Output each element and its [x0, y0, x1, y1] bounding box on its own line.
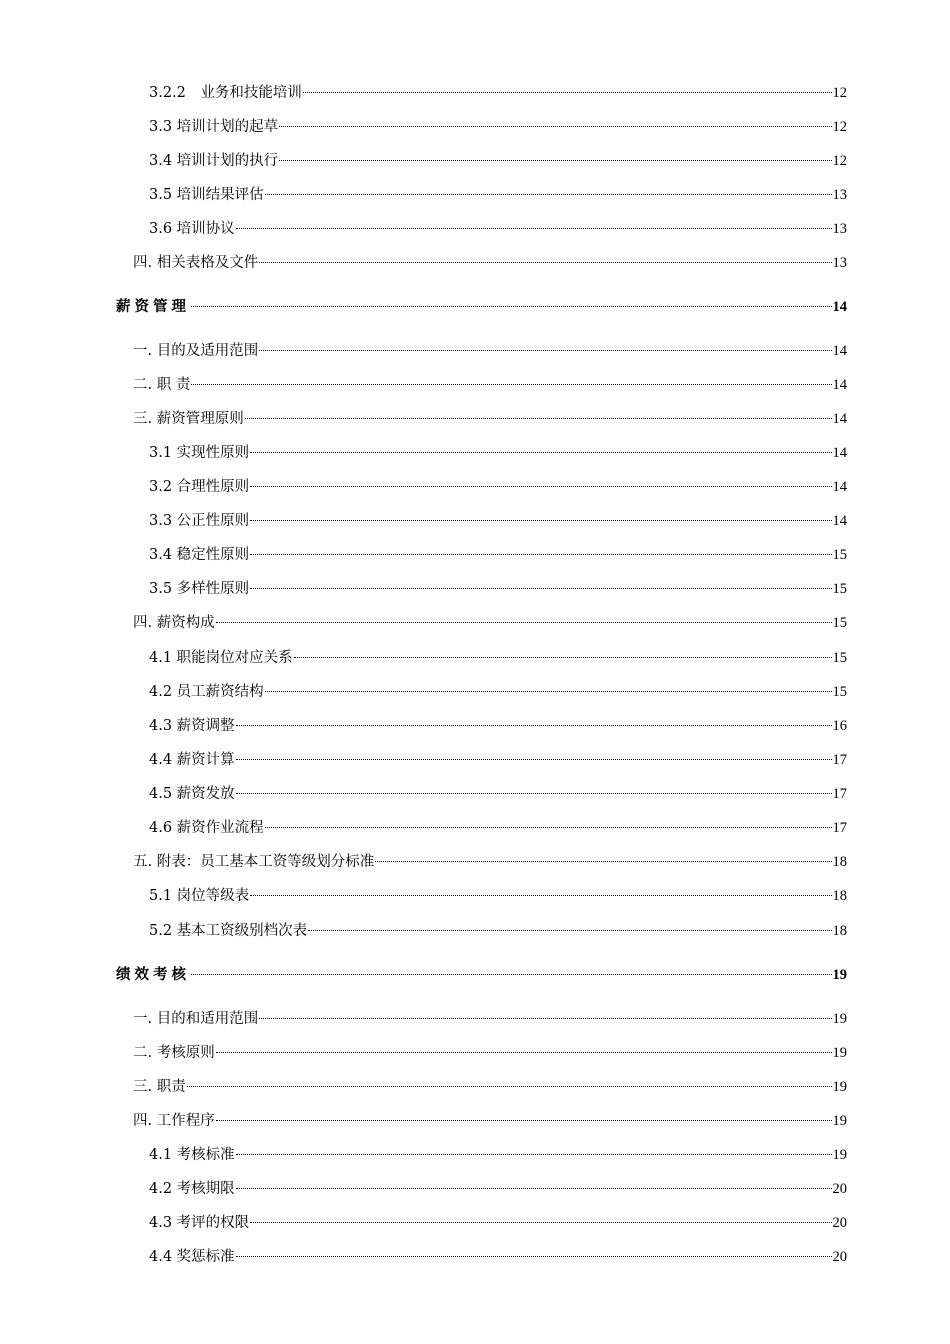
- toc-entry-page-number: 14: [832, 513, 847, 529]
- toc-dot-leader: [236, 725, 832, 726]
- toc-dot-leader: [236, 1188, 832, 1189]
- toc-entry-label: 三. 薪资管理原则: [133, 411, 244, 427]
- toc-entry-page-number: 16: [832, 718, 847, 734]
- toc-dot-leader: [259, 350, 831, 351]
- toc-entry-page-number: 13: [832, 187, 847, 203]
- toc-entry-page-number: 15: [832, 684, 847, 700]
- toc-dot-leader: [250, 588, 831, 589]
- toc-entry-page-number: 13: [832, 221, 847, 237]
- toc-entry-page-number: 20: [832, 1215, 847, 1231]
- toc-entry[interactable]: [149, 784, 847, 804]
- toc-entry-label: 3.2 合理性原则: [149, 479, 250, 495]
- toc-dot-leader: [245, 418, 832, 419]
- toc-entry-label: 3.1 实现性原则: [149, 445, 250, 461]
- toc-dot-leader: [250, 520, 831, 521]
- toc-entry-page-number: 17: [832, 786, 847, 802]
- toc-entry[interactable]: [149, 545, 847, 565]
- toc-dot-leader: [191, 974, 832, 975]
- toc-dot-leader: [236, 1256, 832, 1257]
- toc-entry-page-number: 14: [832, 411, 847, 427]
- toc-entry-label: 四. 薪资构成: [133, 615, 215, 631]
- toc-entry[interactable]: [149, 921, 847, 941]
- toc-entry[interactable]: [133, 341, 847, 361]
- toc-entry-label: 5.1 岗位等级表: [149, 888, 250, 904]
- toc-dot-leader: [279, 126, 831, 127]
- toc-entry-label: 四. 工作程序: [133, 1113, 215, 1129]
- toc-entry-page-number: 12: [832, 85, 847, 101]
- toc-dot-leader: [236, 793, 832, 794]
- toc-dot-leader: [308, 930, 831, 931]
- toc-entry-page-number: 19: [832, 967, 847, 983]
- toc-entry-label: 薪资管理: [116, 298, 190, 315]
- toc-dot-leader: [259, 1018, 831, 1019]
- toc-entry-label: 3.5 培训结果评估: [149, 187, 264, 203]
- toc-entry-page-number: 15: [832, 615, 847, 631]
- toc-dot-leader: [279, 160, 831, 161]
- toc-dot-leader: [250, 895, 831, 896]
- toc-entry[interactable]: [149, 818, 847, 838]
- toc-entry-label: 4.3 薪资调整: [149, 718, 235, 734]
- toc-chapter-entry[interactable]: [116, 297, 847, 317]
- toc-dot-leader: [250, 554, 831, 555]
- toc-entry-label: 三. 职责: [133, 1079, 186, 1095]
- toc-entry-page-number: 15: [832, 581, 847, 597]
- toc-entry-page-number: 20: [832, 1249, 847, 1265]
- toc-dot-leader: [191, 306, 832, 307]
- toc-entry[interactable]: [149, 477, 847, 497]
- toc-entry-page-number: 17: [832, 820, 847, 836]
- toc-entry[interactable]: [133, 1043, 847, 1063]
- toc-dot-leader: [216, 1052, 832, 1053]
- toc-entry-label: 3.5 多样性原则: [149, 581, 250, 597]
- toc-entry-page-number: 12: [832, 119, 847, 135]
- toc-entry[interactable]: [149, 83, 847, 103]
- toc-entry-label: 3.3 公正性原则: [149, 513, 250, 529]
- toc-entry-label: 3.3 培训计划的起草: [149, 119, 279, 135]
- toc-entry-page-number: 17: [832, 752, 847, 768]
- toc-entry[interactable]: [149, 185, 847, 205]
- toc-entry-label: 4.4 奖惩标准: [149, 1249, 235, 1265]
- toc-entry-page-number: 15: [832, 650, 847, 666]
- toc-entry-page-number: 18: [832, 854, 847, 870]
- toc-entry[interactable]: [149, 648, 847, 668]
- toc-entry-label: 5.2 基本工资级别档次表: [149, 923, 308, 939]
- toc-entry-label: 3.2.2 业务和技能培训: [149, 85, 302, 101]
- toc-entry-page-number: 13: [832, 255, 847, 271]
- toc-dot-leader: [250, 1222, 831, 1223]
- toc-entry[interactable]: [149, 1145, 847, 1165]
- toc-dot-leader: [236, 228, 832, 229]
- toc-entry-page-number: 19: [832, 1147, 847, 1163]
- toc-entry-page-number: 14: [832, 377, 847, 393]
- toc-entry[interactable]: [149, 579, 847, 599]
- toc-dot-leader: [236, 1154, 832, 1155]
- toc-entry-label: 一. 目的及适用范围: [133, 343, 259, 359]
- toc-entry-label: 4.1 职能岗位对应关系: [149, 650, 293, 666]
- toc-entry-label: 4.4 薪资计算: [149, 752, 235, 768]
- toc-entry[interactable]: [149, 219, 847, 239]
- toc-entry[interactable]: [133, 409, 847, 429]
- toc-entry-label: 二. 考核原则: [133, 1045, 215, 1061]
- toc-entry-page-number: 19: [832, 1079, 847, 1095]
- toc-entry[interactable]: [149, 443, 847, 463]
- toc-entry[interactable]: [149, 151, 847, 171]
- toc-entry-label: 3.6 培训协议: [149, 221, 235, 237]
- toc-entry-label: 五. 附表：员工基本工资等级划分标准: [133, 854, 375, 870]
- toc-entry-label: 绩效考核: [116, 966, 190, 983]
- toc-dot-leader: [375, 861, 831, 862]
- toc-dot-leader: [265, 691, 832, 692]
- toc-dot-leader: [187, 1086, 832, 1087]
- toc-entry[interactable]: [133, 1077, 847, 1097]
- toc-entry-page-number: 14: [832, 479, 847, 495]
- toc-dot-leader: [216, 622, 832, 623]
- toc-dot-leader: [191, 384, 831, 385]
- toc-dot-leader: [265, 827, 832, 828]
- toc-entry-label: 3.4 稳定性原则: [149, 547, 250, 563]
- toc-entry[interactable]: [149, 1179, 847, 1199]
- toc-dot-leader: [250, 486, 831, 487]
- toc-entry[interactable]: [133, 852, 847, 872]
- toc-entry-page-number: 18: [832, 923, 847, 939]
- toc-entry-page-number: 19: [832, 1113, 847, 1129]
- toc-entry[interactable]: [149, 716, 847, 736]
- toc-entry-page-number: 19: [832, 1011, 847, 1027]
- toc-entry-label: 四. 相关表格及文件: [133, 255, 259, 271]
- toc-dot-leader: [265, 194, 832, 195]
- toc-entry[interactable]: [149, 682, 847, 702]
- toc-dot-leader: [294, 657, 832, 658]
- toc-entry-label: 3.4 培训计划的执行: [149, 153, 279, 169]
- toc-entry[interactable]: [149, 750, 847, 770]
- toc-dot-leader: [250, 452, 831, 453]
- toc-entry[interactable]: [133, 253, 847, 273]
- toc-entry[interactable]: [133, 613, 847, 633]
- toc-entry[interactable]: [149, 117, 847, 137]
- toc-entry[interactable]: [133, 375, 847, 395]
- toc-entry-label: 4.2 考核期限: [149, 1181, 235, 1197]
- toc-entry-page-number: 14: [832, 299, 847, 315]
- toc-entry[interactable]: [133, 1111, 847, 1131]
- toc-entry-label: 4.5 薪资发放: [149, 786, 235, 802]
- toc-entry-page-number: 20: [832, 1181, 847, 1197]
- toc-entry[interactable]: [149, 1247, 847, 1267]
- toc-dot-leader: [303, 92, 832, 93]
- toc-dot-leader: [236, 759, 832, 760]
- toc-entry[interactable]: [149, 511, 847, 531]
- toc-entry[interactable]: [149, 1213, 847, 1233]
- toc-entry[interactable]: [133, 1009, 847, 1029]
- toc-entry-label: 4.3 考评的权限: [149, 1215, 250, 1231]
- toc-entry-label: 4.6 薪资作业流程: [149, 820, 264, 836]
- toc-entry-page-number: 14: [832, 445, 847, 461]
- toc-entry-page-number: 14: [832, 343, 847, 359]
- toc-entry-label: 一. 目的和适用范围: [133, 1011, 259, 1027]
- toc-entry-label: 4.2 员工薪资结构: [149, 684, 264, 700]
- toc-chapter-entry[interactable]: [116, 965, 847, 985]
- toc-dot-leader: [216, 1120, 832, 1121]
- toc-entry-page-number: 12: [832, 153, 847, 169]
- toc-entry-label: 二. 职 责: [133, 377, 191, 393]
- toc-entry-page-number: 18: [832, 888, 847, 904]
- toc-entry-page-number: 19: [832, 1045, 847, 1061]
- toc-entry[interactable]: [149, 886, 847, 906]
- toc-dot-leader: [259, 262, 831, 263]
- toc-entry-page-number: 15: [832, 547, 847, 563]
- toc-entry-label: 4.1 考核标准: [149, 1147, 235, 1163]
